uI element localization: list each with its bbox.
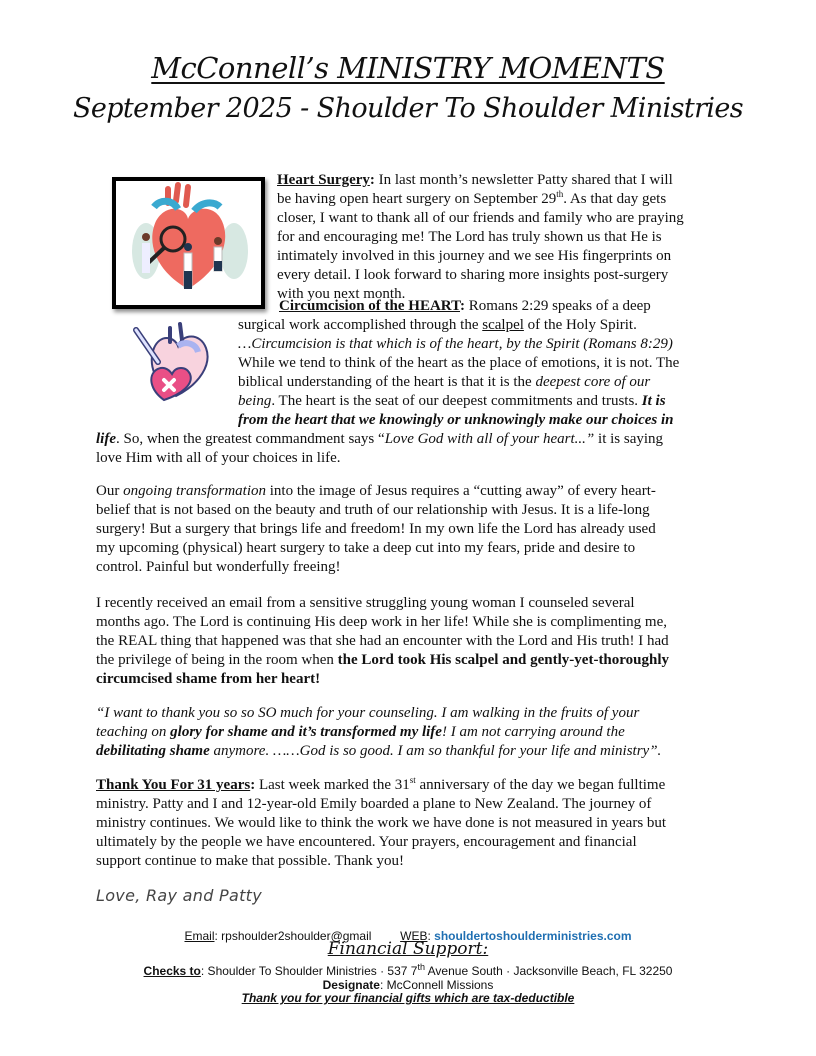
circumcision-section: Circumcision of the HEART: Romans 2:29 speaks of a deep surgical work accomplished through the scalpel of the Holy Spirit. …Circumcision is that which is of the heart, by the Spirit (Romans 8:29) While we tend to think of the heart as the place of emotions, it is not. The biblical understanding of the heart is that it is the deepest core of our being. The heart is the seat of our deepest commitments and trusts. It is from the heart that we knowingly or unknowingly make our choices in life. So, when the greatest commandment says “Love God with all of your heart...” it is saying love Him with all of your choices in life. bbox=[96, 298, 680, 466]
checks-line: Checks to: Shoulder To Shoulder Ministries · 537 7th Avenue South · Jacksonville Beach, FL 32250 bbox=[143, 962, 673, 978]
designate-line: Designate: McConnell Missions bbox=[322, 978, 494, 992]
thank-you-heading: Thank You For 31 years bbox=[96, 777, 251, 793]
email-label: Email bbox=[184, 929, 215, 943]
transformation-section: Our ongoing transformation into the image of Jesus requires a “cutting away” of every heart- belief that is not based on the beauty and truth of our relationship with Jesus. It is a life-long surgery! But a surgery that brings life and freedom! In my own life the Lord has already used my upcoming (physical) heart surgery to take a deep cut into my fears, pride and desire to control. Painful but wonderfully freeing! bbox=[96, 483, 656, 575]
heart-surgery-section: Heart Surgery: In last month’s newsletter Patty shared that I will be having open heart surgery on September 29th. As that day gets closer, I want to thank all of our friends and family who are praying for and encouraging me! The Lord has truly shown us that He is intimately involved in this journey and we see His fingerprints on every detail. I look forward to sharing more insights post-surgery with you next month. bbox=[277, 172, 684, 302]
scalpel-word: scalpel bbox=[482, 317, 524, 333]
heart-surgery-illustration bbox=[112, 177, 265, 309]
financial-support-heading: Financial Support: bbox=[327, 939, 489, 959]
contact-line: Email: rpshoulder2shoulder@gmail WEB: shouldertoshoulderministries.com bbox=[184, 929, 632, 943]
email-value[interactable]: : rpshoulder2shoulder@gmail bbox=[214, 929, 372, 943]
web-label: WEB bbox=[400, 929, 428, 943]
newsletter-title: McConnell’s MINISTRY MOMENTS bbox=[151, 51, 665, 85]
newsletter-subtitle: September 2025 - Shoulder To Shoulder Ministries bbox=[72, 93, 744, 124]
checks-label: Checks to bbox=[143, 964, 201, 978]
financial-support-heading-wrap bbox=[0, 939, 816, 959]
tax-deductible-note: Thank you for your financial gifts which are tax-deductible bbox=[241, 991, 575, 1005]
thank-you-section: Thank You For 31 years: Last week marked the 31st anniversary of the day we began fulltime ministry. Patty and I and 12-year-old Emily boarded a plane to New Zealand. The journey of ministry continues. We would like to think the work we have done is not measured in years but ultimately by the people we have encountered. Your prayers, encouragement and financial support continue to make that possible. Thank you! bbox=[96, 775, 667, 869]
heart-surgery-heading: Heart Surgery bbox=[277, 172, 370, 188]
signature: Love, Ray and Patty bbox=[96, 886, 263, 905]
heart-illustration-icon bbox=[116, 181, 261, 305]
circumcision-heading: Circumcision of the HEART bbox=[279, 298, 460, 314]
web-link[interactable]: shouldertoshoulderministries.com bbox=[434, 929, 632, 943]
romans-quote: …Circumcision is that which is of the heart, by the Spirit (Romans 8:29) bbox=[238, 336, 673, 352]
tax-note-line bbox=[0, 991, 816, 1005]
email-story-section: I recently received an email from a sensitive struggling young woman I counseled several months ago. The Lord is continuing His deep work in her life! While she is complimenting me, the REAL thing that happened was that she had an encounter with the Lord and His truth! I had the privilege of being in the room when the Lord took His scalpel and gently-yet-thoroughly circumcised shame from her heart! bbox=[96, 595, 670, 687]
testimonial-quote: “I want to thank you so so SO much for your counseling. I am walking in the fruits of your teaching on glory for shame and it’s transformed my life! I am not carrying around the debilitating shame anymore. ……God is so good. I am so thankful for your life and ministry”. bbox=[96, 705, 662, 759]
designate-label: Designate bbox=[322, 978, 380, 992]
